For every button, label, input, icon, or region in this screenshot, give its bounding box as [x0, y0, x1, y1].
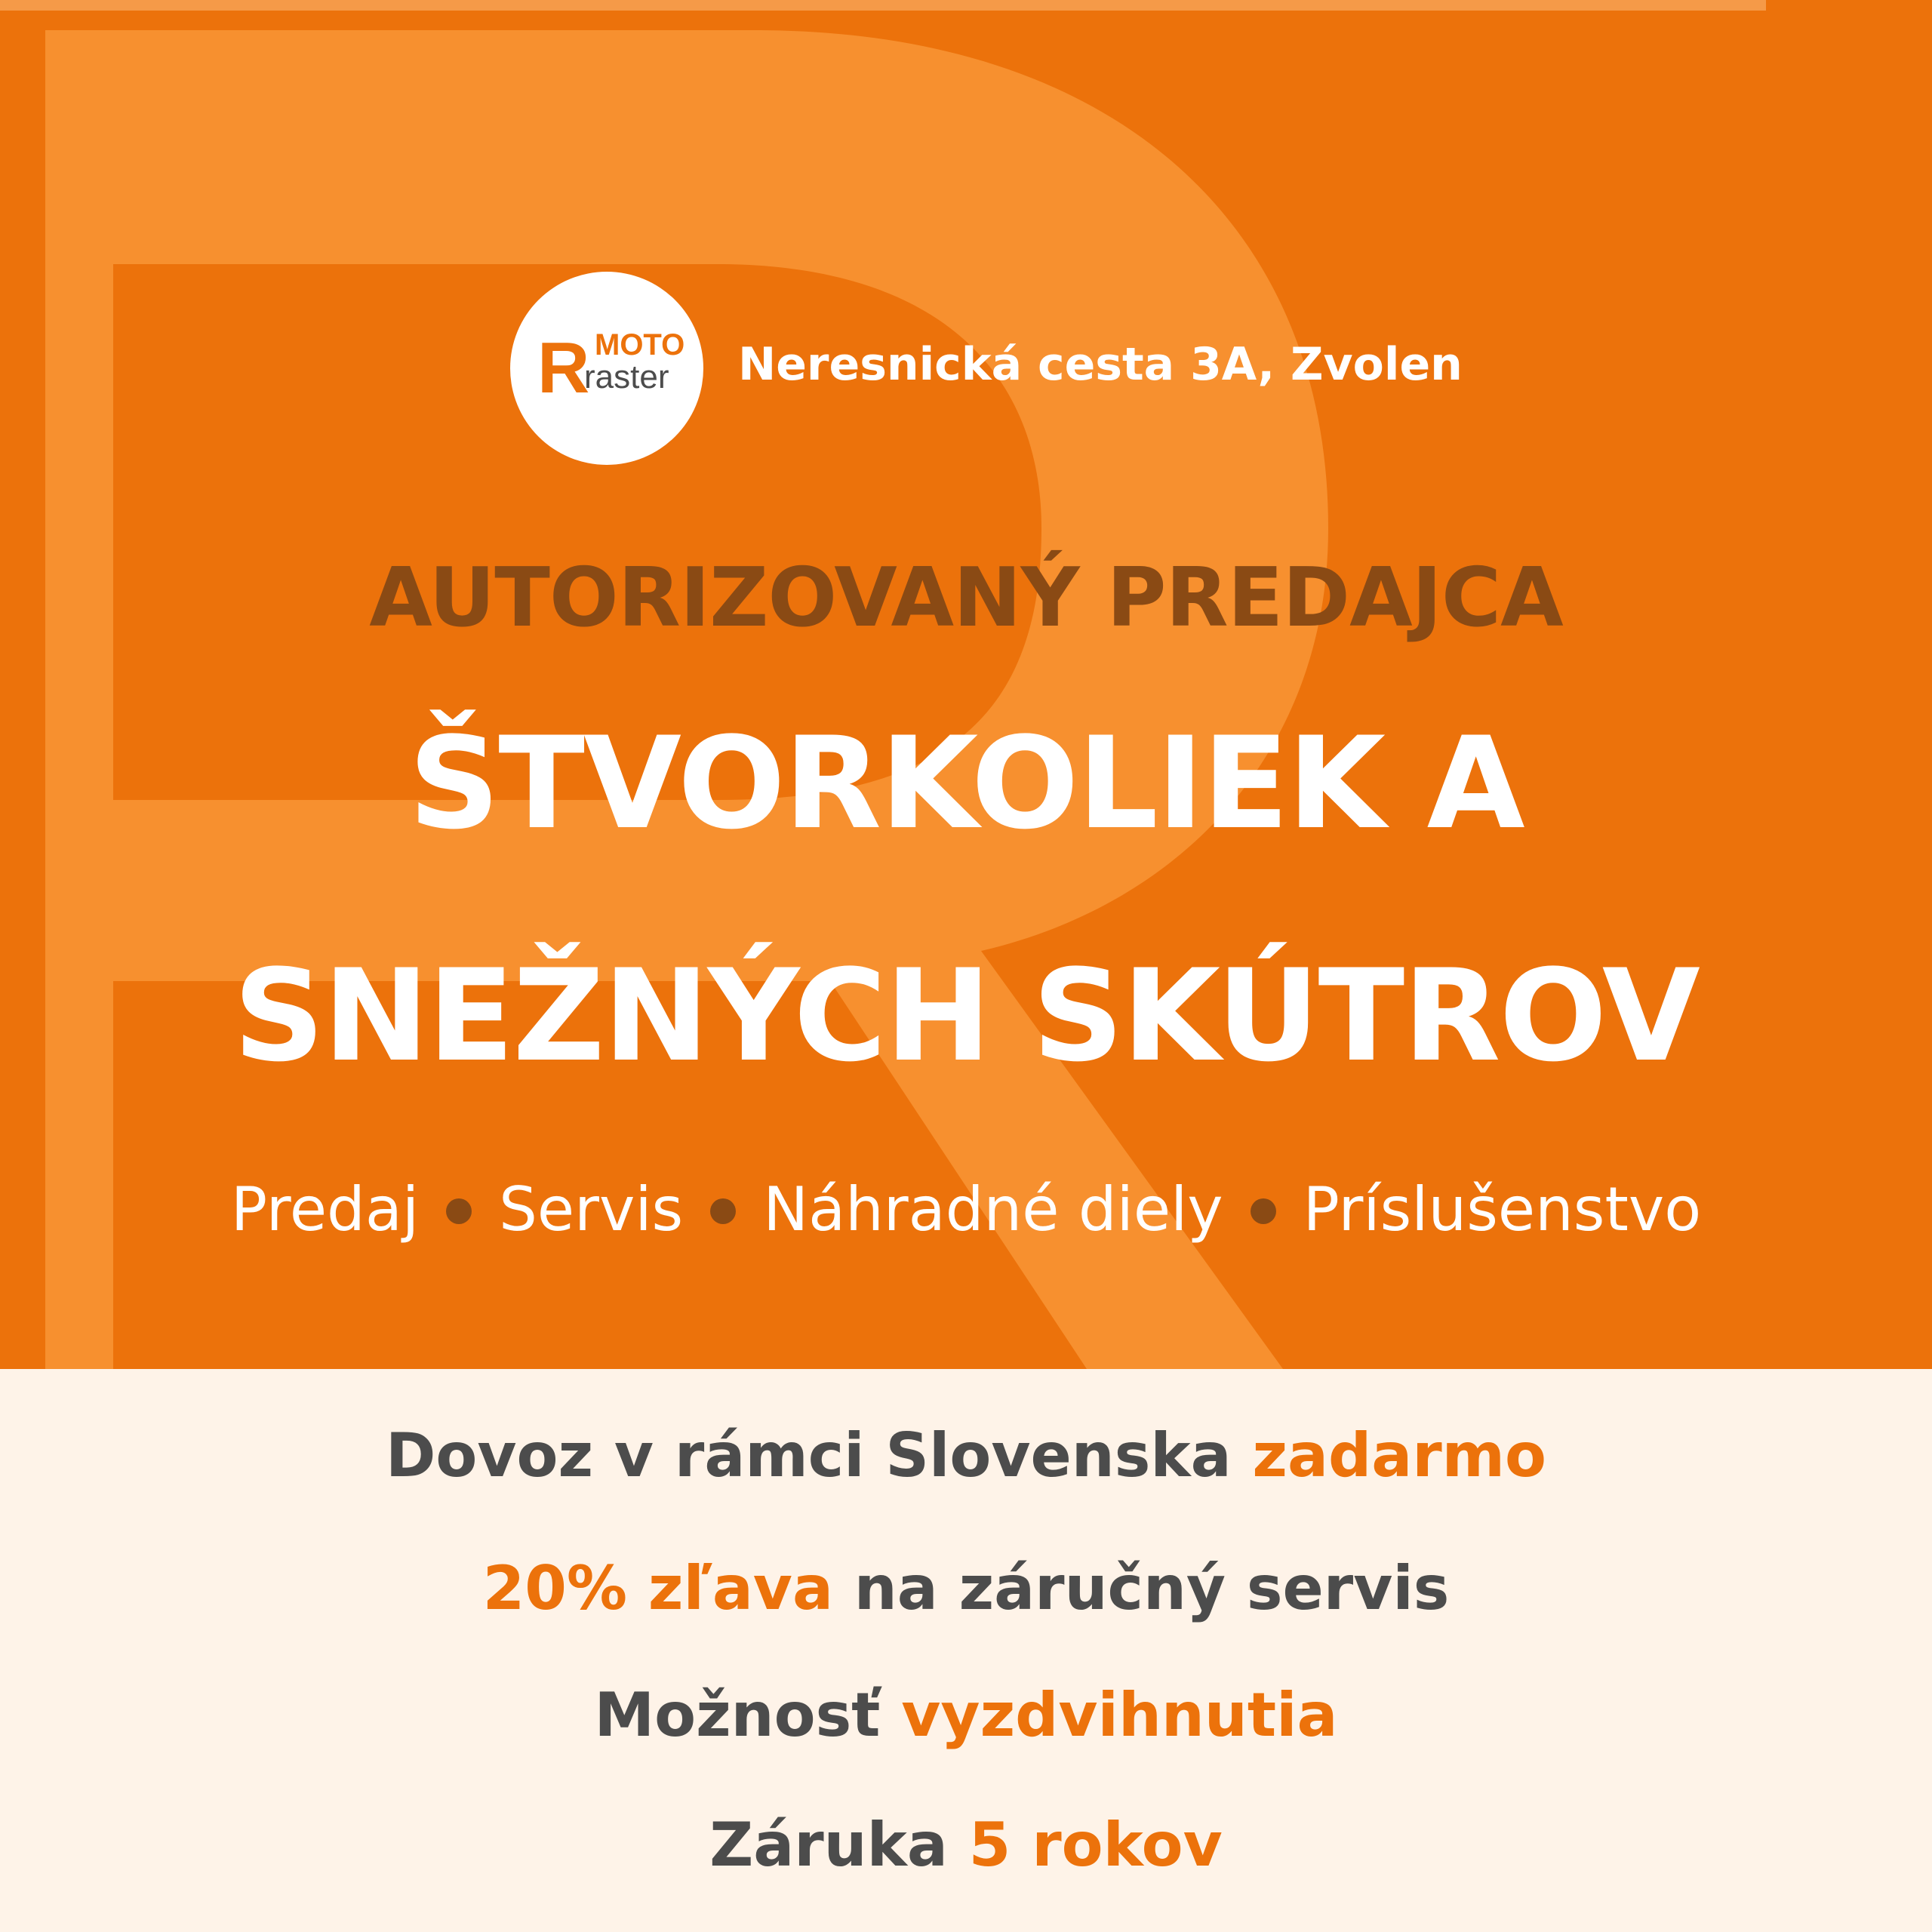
benefit-highlight: vyzdvihnutia — [901, 1680, 1338, 1750]
logo-moto-text: MOTO — [595, 328, 685, 361]
service-item: Náhradné diely — [763, 1174, 1223, 1244]
benefit-text: Možnosť — [594, 1680, 902, 1750]
bullet-dot-icon — [710, 1198, 736, 1224]
service-item: Predaj — [230, 1174, 420, 1244]
headline-line-1: ŠTVORKOLIEK A — [408, 709, 1524, 857]
motoraster-logo — [510, 272, 703, 465]
bullet-dot-icon — [1251, 1198, 1276, 1224]
headline-line-2: SNEŽNÝCH SKÚTROV — [233, 942, 1699, 1090]
services-list — [0, 1174, 1932, 1244]
subtitle-authorized-dealer: AUTORIZOVANÝ PREDAJCA — [369, 551, 1563, 645]
benefit-free-delivery — [0, 1420, 1932, 1491]
logo-r-letter: R — [537, 328, 590, 408]
logo-raster-text: raster — [584, 358, 669, 395]
benefit-discount — [0, 1553, 1932, 1623]
benefit-warranty — [0, 1810, 1932, 1880]
benefit-text: na záručný servis — [832, 1553, 1450, 1623]
service-item: Servis — [499, 1174, 684, 1244]
bullet-dot-icon — [446, 1198, 472, 1224]
store-address: Neresnická cesta 3A, Zvolen — [738, 338, 1463, 391]
benefit-pickup — [0, 1680, 1932, 1750]
service-item: Príslušenstvo — [1303, 1174, 1702, 1244]
benefit-highlight: zadarmo — [1252, 1420, 1546, 1491]
benefit-text: Dovoz v rámci Slovenska — [386, 1420, 1253, 1491]
benefit-text: Záruka — [709, 1810, 969, 1880]
benefit-highlight: 20% zľava — [482, 1553, 833, 1623]
benefit-highlight: 5 rokov — [968, 1810, 1223, 1880]
